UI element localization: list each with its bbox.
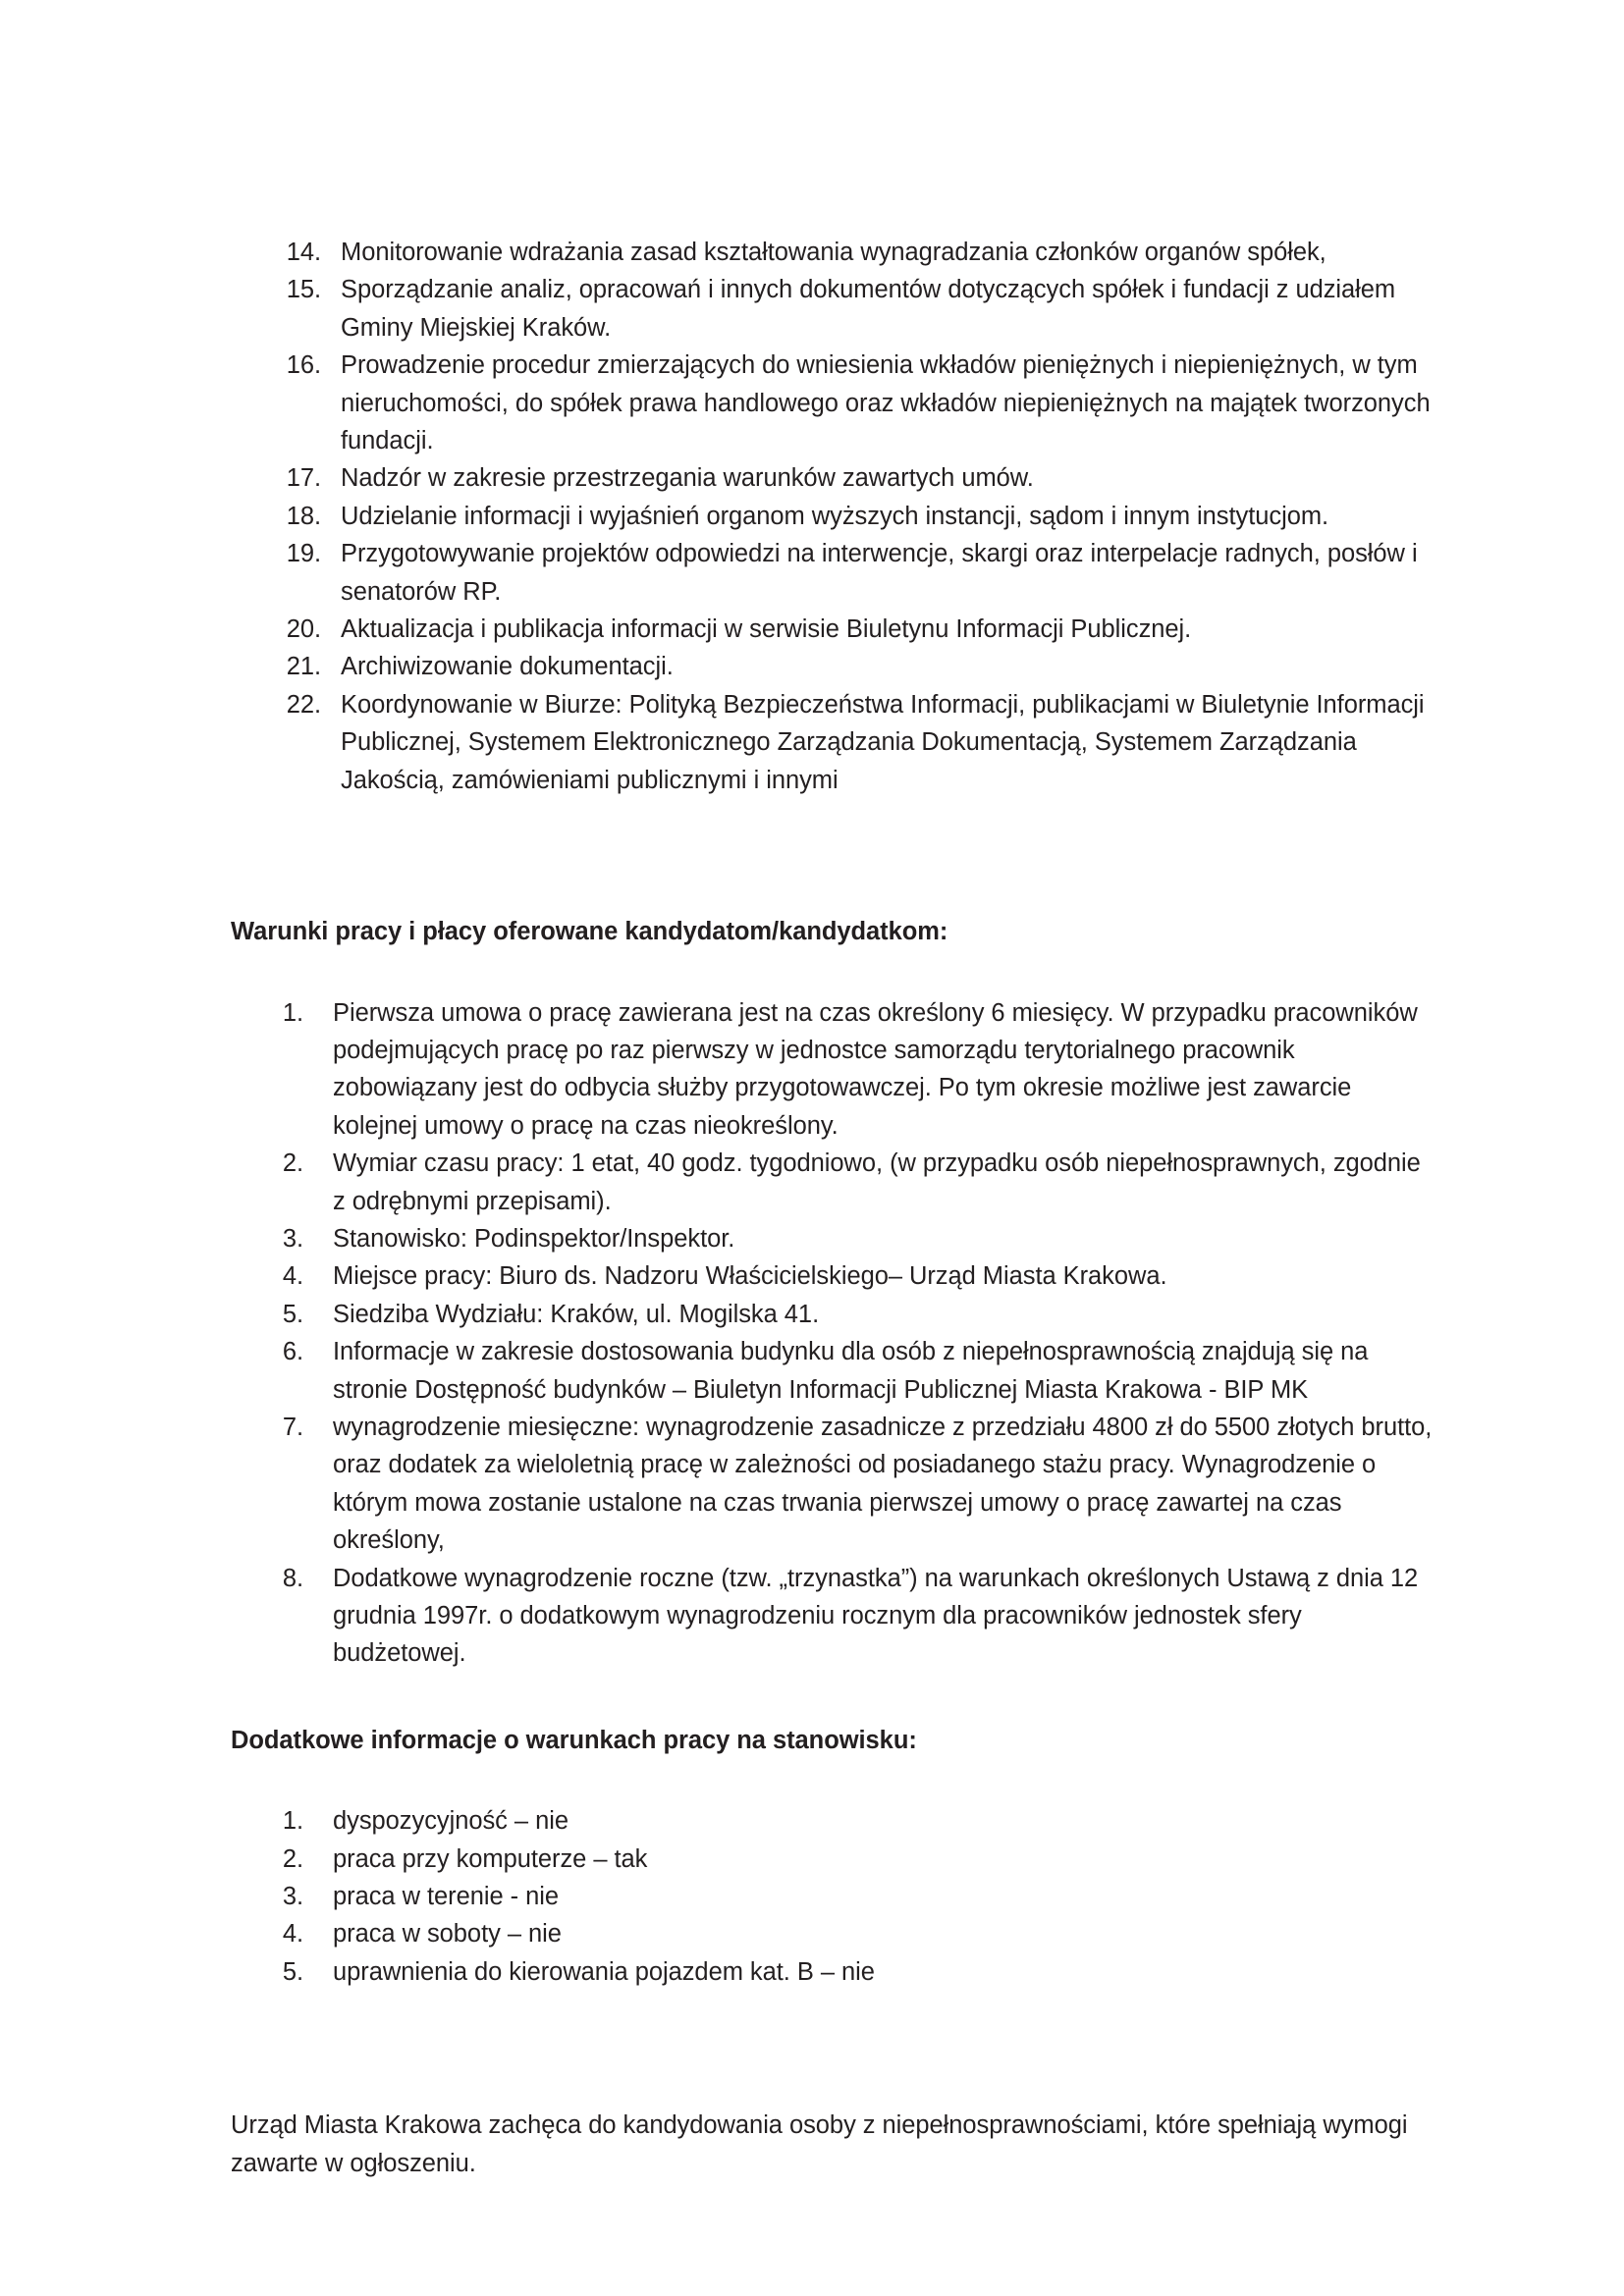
top-spacer <box>231 0 1438 234</box>
spacer-after-conditions-heading <box>231 951 1438 994</box>
spacer-before-closing <box>231 1991 1438 2107</box>
extra-info-item <box>231 1802 1438 1840</box>
condition-item-text: Wymiar czasu pracy: 1 etat, 40 godz. tygodniowo, (w przypadku osób niepełnosprawnych, zgodnie z odrębnymi przepisami). <box>333 1149 1421 1215</box>
extra-info-item-text: uprawnienia do kierowania pojazdem kat. B – nie <box>333 1957 875 1986</box>
duty-item-text: Archiwizowanie dokumentacji. <box>341 653 674 681</box>
condition-item <box>231 1409 1438 1560</box>
condition-item <box>231 1333 1438 1409</box>
duty-item-number: 14. <box>286 239 321 266</box>
duty-item-text: Przygotowywanie projektów odpowiedzi na interwencje, skargi oraz interpelacje radnych, posłów i senatorów RP. <box>341 540 1418 606</box>
extra-info-item <box>231 1841 1438 1878</box>
duty-item-text: Monitorowanie wdrażania zasad kształtowania wynagradzania członków organów spółek, <box>341 239 1326 266</box>
duty-item <box>231 648 1438 685</box>
spacer-after-duties <box>231 799 1438 913</box>
duty-item-text: Udzielanie informacji i wyjaśnień organom wyższych instancji, sądom i innym instytucjom. <box>341 502 1329 530</box>
closing-paragraph: Urząd Miasta Krakowa zachęca do kandydowania osoby z niepełnosprawnościami, które spełniają wymogi zawarte w ogłoszeniu. <box>231 2111 1408 2177</box>
duty-item-number: 19. <box>286 540 321 568</box>
extra-info-ordered-list <box>231 1802 1438 1991</box>
duty-item <box>231 611 1438 648</box>
condition-item-number: 1. <box>282 998 303 1027</box>
condition-item <box>231 994 1438 1146</box>
condition-item-text: wynagrodzenie miesięczne: wynagrodzenie zasadnicze z przedziału 4800 zł do 5500 złotych brutto, oraz dodatek za wieloletnią pracę w zależności od posiadanego stażu pracy. Wynagrodzenie o którym mowa zostanie ustalone na czas trwania pierwszej umowy o pracę zawartej na czas określony, <box>333 1413 1433 1555</box>
duty-item-number: 22. <box>286 690 321 719</box>
spacer-after-conditions <box>231 1673 1438 1722</box>
duty-item-number: 15. <box>286 276 321 304</box>
condition-item <box>231 1296 1438 1333</box>
extra-info-item-number: 1. <box>282 1807 303 1836</box>
duty-item <box>231 686 1438 799</box>
condition-item-text: Stanowisko: Podinspektor/Inspektor. <box>333 1224 735 1253</box>
duty-item-text: Koordynowanie w Biurze: Polityką Bezpieczeństwa Informacji, publikacjami w Biuletynie Informacji Publicznej, Systemem Elektronicznego Zarządzania Dokumentacją, Systemem Zarządzania Jakością, zamówieniami publicznymi i innymi <box>341 690 1425 794</box>
duties-ordered-list <box>231 234 1438 799</box>
condition-item-number: 5. <box>282 1300 303 1328</box>
duty-item-number: 16. <box>286 351 321 380</box>
condition-item-text: Dodatkowe wynagrodzenie roczne (tzw. „trzynastka”) na warunkach określonych Ustawą z dnia 12 grudnia 1997r. o dodatkowym wynagrodzeniu rocznym dla pracowników jednostek sfery budżetowej. <box>333 1564 1419 1668</box>
extra-info-heading: Dodatkowe informacje o warunkach pracy na stanowisku: <box>231 1726 917 1754</box>
condition-item-text: Pierwsza umowa o pracę zawierana jest na czas określony 6 miesięcy. W przypadku pracowników podejmujących pracę po raz pierwszy w jednostce samorządu terytorialnego pracownik zobowiązany jest do odbycia służby przygotowawczej. Po tym okresie możliwe jest zawarcie kolejnej umowy o pracę na czas nieokreślony. <box>333 998 1418 1140</box>
duty-item-number: 21. <box>286 653 321 681</box>
condition-item-number: 4. <box>282 1262 303 1291</box>
duty-item <box>231 459 1438 497</box>
condition-item-number: 7. <box>282 1413 303 1441</box>
conditions-heading: Warunki pracy i płacy oferowane kandydatom/kandydatkom: <box>231 918 948 946</box>
conditions-ordered-list <box>231 994 1438 1673</box>
duty-item <box>231 271 1438 347</box>
extra-info-item-text: dyspozycyjność – nie <box>333 1807 568 1836</box>
spacer-after-extra-heading <box>231 1759 1438 1802</box>
condition-item <box>231 1220 1438 1257</box>
duty-item-text: Aktualizacja i publikacja informacji w serwisie Biuletynu Informacji Publicznej. <box>341 615 1192 644</box>
duty-item-number: 18. <box>286 502 321 530</box>
extra-info-item-number: 3. <box>282 1883 303 1911</box>
extra-info-item-text: praca w soboty – nie <box>333 1920 562 1949</box>
condition-item-text: Siedziba Wydziału: Kraków, ul. Mogilska 41. <box>333 1300 820 1328</box>
document-content <box>231 0 1438 2182</box>
duty-item-text: Prowadzenie procedur zmierzających do wniesienia wkładów pieniężnych i niepieniężnych, w tym nieruchomości, do spółek prawa handlowego oraz wkładów niepieniężnych na majątek tworzonych fundacji. <box>341 351 1431 455</box>
extra-info-item-number: 4. <box>282 1920 303 1949</box>
duty-item-text: Sporządzanie analiz, opracowań i innych dokumentów dotyczących spółek i fundacji z udziałem Gminy Miejskiej Kraków. <box>341 276 1396 342</box>
extra-info-item-number: 2. <box>282 1844 303 1873</box>
condition-item-number: 6. <box>282 1338 303 1366</box>
duty-item-number: 20. <box>286 615 321 644</box>
condition-item-number: 3. <box>282 1224 303 1253</box>
condition-item-number: 8. <box>282 1564 303 1592</box>
duty-item-number: 17. <box>286 464 321 493</box>
extra-info-item <box>231 1953 1438 1991</box>
duty-item <box>231 535 1438 611</box>
extra-info-item-text: praca w terenie - nie <box>333 1883 559 1911</box>
extra-info-item-text: praca przy komputerze – tak <box>333 1844 648 1873</box>
condition-item <box>231 1145 1438 1220</box>
duty-item-text: Nadzór w zakresie przestrzegania warunków zawartych umów. <box>341 464 1034 493</box>
condition-item-text: Miejsce pracy: Biuro ds. Nadzoru Właścicielskiego– Urząd Miasta Krakowa. <box>333 1262 1167 1291</box>
duty-item <box>231 498 1438 535</box>
extra-info-item-number: 5. <box>282 1957 303 1986</box>
extra-info-item <box>231 1878 1438 1915</box>
condition-item-number: 2. <box>282 1149 303 1178</box>
condition-item <box>231 1257 1438 1295</box>
extra-info-item <box>231 1915 1438 1952</box>
condition-item-text: Informacje w zakresie dostosowania budynku dla osób z niepełnosprawnością znajdują się na stronie Dostępność budynków – Biuletyn Informacji Publicznej Miasta Krakowa - BIP MK <box>333 1338 1369 1404</box>
duty-item <box>231 234 1438 271</box>
duty-item <box>231 347 1438 459</box>
condition-item <box>231 1560 1438 1673</box>
